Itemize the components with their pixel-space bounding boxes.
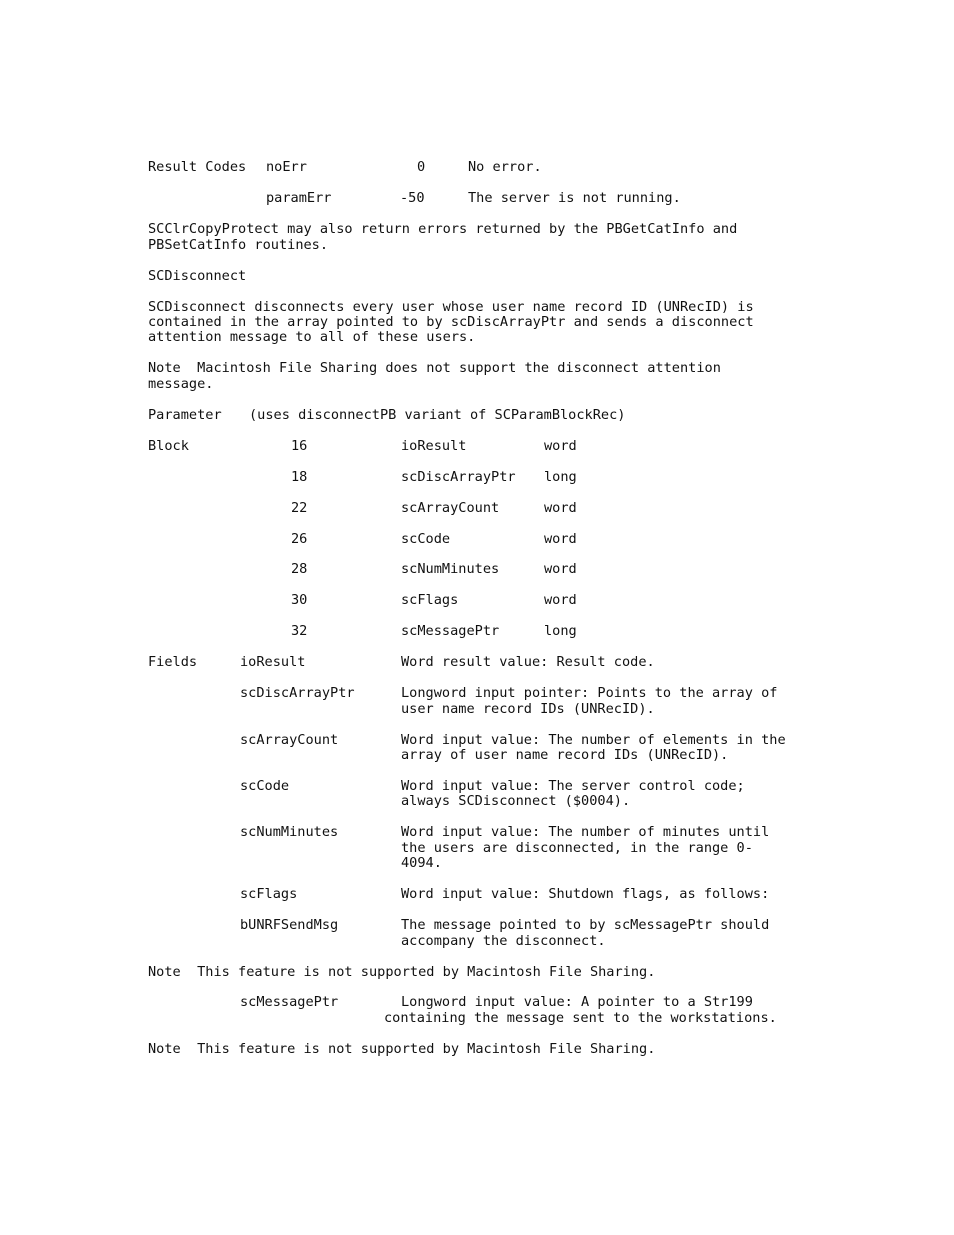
field-description: always SCDisconnect ($0004). (401, 793, 631, 809)
block-field-type: long (544, 623, 577, 639)
field-description: 4094. (401, 855, 442, 871)
field-description: Word input value: The server control code; (401, 778, 745, 794)
field-description: Word input value: Shutdown flags, as follows: (401, 886, 770, 902)
description-line-2: contained in the array pointed to by scDiscArrayPtr and sends a disconnect (148, 314, 754, 330)
parameter-text: (uses disconnectPB variant of SCParamBlockRec) (249, 407, 626, 423)
field-description: Longword input value: A pointer to a Str199 (401, 994, 753, 1010)
block-field-name: scArrayCount (401, 500, 500, 516)
field-description: user name record IDs (UNRecID). (401, 701, 655, 717)
block-field-type: word (544, 592, 577, 608)
note-line-1: Note Macintosh File Sharing does not support the disconnect attention (148, 360, 721, 376)
block-field-name: scMessagePtr (401, 623, 500, 639)
block-field-name: scNumMinutes (401, 561, 500, 577)
field-description: The message pointed to by scMessagePtr should (401, 917, 770, 933)
field-description: containing the message sent to the workstations. (384, 1010, 777, 1026)
parameter-label: Parameter (148, 407, 222, 423)
field-description: accompany the disconnect. (401, 933, 606, 949)
field-name: scDiscArrayPtr (240, 685, 355, 701)
block-offset: 28 (291, 561, 308, 577)
result-code-value: 0 (417, 159, 426, 175)
block-offset: 22 (291, 500, 308, 516)
field-description: Word input value: The number of elements in the (401, 732, 786, 748)
intro-line-2: PBSetCatInfo routines. (148, 237, 329, 253)
field-description: Word result value: Result code. (401, 654, 655, 670)
result-code-name: noErr (266, 159, 307, 175)
block-offset: 16 (291, 438, 308, 454)
field-name: scMessagePtr (240, 994, 339, 1010)
block-field-type: long (544, 469, 577, 485)
block-field-type: word (544, 531, 577, 547)
note-text: Note This feature is not supported by Macintosh File Sharing. (148, 964, 656, 980)
block-offset: 32 (291, 623, 308, 639)
field-name: bUNRFSendMsg (240, 917, 339, 933)
block-field-name: scDiscArrayPtr (401, 469, 516, 485)
field-description: Longword input pointer: Points to the array of (401, 685, 778, 701)
block-offset: 18 (291, 469, 308, 485)
field-name: scCode (240, 778, 290, 794)
note-text: Note This feature is not supported by Macintosh File Sharing. (148, 1041, 656, 1057)
block-field-name: ioResult (401, 438, 467, 454)
block-field-type: word (544, 561, 577, 577)
block-field-name: scFlags (401, 592, 459, 608)
field-name: scFlags (240, 886, 298, 902)
result-code-name: paramErr (266, 190, 332, 206)
description-line-3: attention message to all of these users. (148, 329, 476, 345)
block-label: Block (148, 438, 189, 454)
result-code-value: -50 (400, 190, 425, 206)
field-name: scNumMinutes (240, 824, 339, 840)
block-offset: 26 (291, 531, 308, 547)
intro-line-1: SCClrCopyProtect may also return errors returned by the PBGetCatInfo and (148, 221, 738, 237)
fields-label: Fields (148, 654, 198, 670)
note-line-2: message. (148, 376, 214, 392)
block-field-type: word (544, 438, 577, 454)
block-field-name: scCode (401, 531, 451, 547)
block-offset: 30 (291, 592, 308, 608)
description-line-1: SCDisconnect disconnects every user whose user name record ID (UNRecID) is (148, 299, 754, 315)
field-description: Word input value: The number of minutes until (401, 824, 770, 840)
field-name: scArrayCount (240, 732, 339, 748)
block-field-type: word (544, 500, 577, 516)
field-description: array of user name record IDs (UNRecID). (401, 747, 729, 763)
field-name: ioResult (240, 654, 306, 670)
result-codes-label: Result Codes (148, 159, 247, 175)
result-code-desc: No error. (468, 159, 542, 175)
result-code-desc: The server is not running. (468, 190, 681, 206)
section-title: SCDisconnect (148, 268, 247, 284)
field-description: the users are disconnected, in the range 0- (401, 840, 753, 856)
